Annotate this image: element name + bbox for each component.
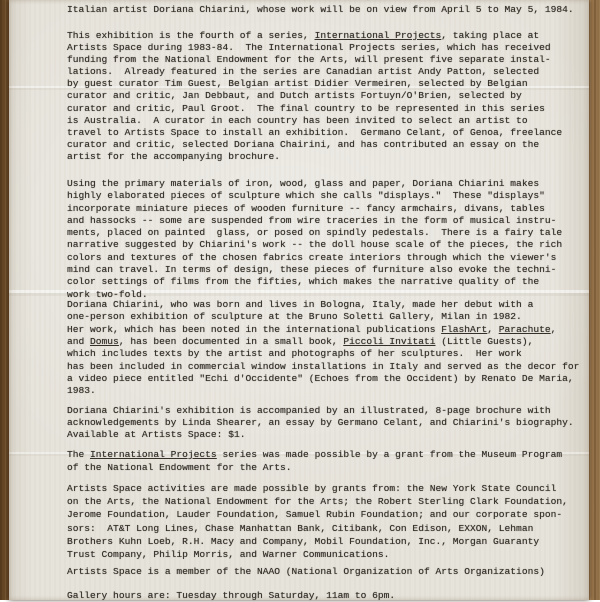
text-line: Trust Company, Philip Morris, and Warner Communications. (67, 549, 390, 561)
underlined-text: Domus (90, 336, 119, 348)
text-line: Artists Space during 1983-84. The International Projects series, which has received (67, 42, 551, 54)
underlined-text: International Projects (90, 449, 217, 460)
text-line: Available at Artists Space: $1. (67, 429, 246, 441)
paragraph (67, 4, 587, 16)
text-line: Doriana Chiarini, who was born and lives in Bologna, Italy, made her debut with a (67, 299, 534, 310)
text-line: Using the primary materials of iron, wood, glass and paper, Doriana Chiarini makes (67, 178, 540, 189)
text-line: artist for the accompanying brochure. (67, 150, 281, 162)
text-line: Gallery hours are: Tuesday through Saturday, 11am to 6pm. (67, 590, 396, 601)
paragraph (67, 482, 587, 561)
text-line: funding from the National Endowment for the Arts, will present five separate instal- (67, 54, 551, 66)
text-line: ments, placed on painted glass, or posed on spindly pedestals. There is a fairy tale (67, 227, 563, 239)
text-line: which includes texts by the artist and photographs of her sculptures. Her work (67, 348, 522, 360)
text-line: mind can travel. In terms of design, these pieces of furniture also evoke the techni- (67, 264, 557, 276)
text-line: curator and critic, Jan Debbaut, and Dutch artists Fortuyn/O'Brien, selected by (67, 90, 522, 102)
text-line: lations. Already featured in the series are Canadian artist Andy Patton, selected (67, 66, 540, 78)
paragraph (67, 405, 587, 442)
text-line: by guest curator Tim Guest, Belgian artist Didier Vermeiren, selected by Belgian (67, 78, 528, 90)
text-line: one-person exhibition of sculpture at the Bruno Soletti Gallery, Milan in 1982. (67, 311, 522, 323)
text-line: sors: AT&T Long Lines, Chase Manhattan Bank, Citibank, Con Edison, EXXON, Lehman (67, 522, 534, 534)
text-line: on the Arts, the National Endowment for the Arts; the Robert Sterling Clark Foundation, (67, 496, 568, 508)
text-line: curator and critic, Paul Groot. The final country to be represented in this series (67, 102, 545, 114)
text-line: is Australia. A curator in each country has been invited to select an artist to (67, 114, 528, 126)
underlined-text: Piccoli Invitati (343, 336, 436, 348)
text-line: Artists Space is a member of the NAAO (National Organization of Arts Organizations) (67, 566, 545, 577)
text-line: travel to Artists Space to install an exhibition. Germano Celant, of Genoa, freelance (67, 126, 563, 138)
text-line: This exhibition is the fourth of a series, International Projects, taking place at (67, 30, 540, 41)
text-line: acknowledgements by Linda Shearer, an essay by Germano Celant, and Chiarini's biography. (67, 417, 574, 429)
underlined-text: International Projects (314, 30, 442, 41)
underlined-text: Parachute (498, 323, 551, 335)
text-line: Italian artist Doriana Chiarini, whose work will be on view from April 5 to May 5, 1984. (67, 4, 574, 15)
text-line: The International Projects series was made possible by a grant from the Museum Program (67, 449, 563, 460)
paragraph (67, 30, 587, 163)
text-line: incorporate miniature pieces of wooden furniture -- fancy armchairs, divans, tables (67, 202, 545, 214)
underlined-text: FlashArt (441, 323, 488, 335)
paragraph (67, 449, 587, 474)
text-line: a video piece entitled "Echi d'Occidente" (Echoes from the Occident) by Renato De Maria, (67, 373, 574, 385)
press-release-page (9, 0, 589, 600)
text-line: colors and textures of the chosen fabrics create interiors through which the viewer's (67, 251, 557, 263)
text-line: of the National Endowment for the Arts. (67, 461, 292, 473)
paragraph (67, 299, 587, 398)
text-line: Brothers Kuhn Loeb, R.H. Macy and Company, Mobil Foundation, Inc., Morgan Guaranty (67, 535, 540, 547)
text-line: narrative suggested by Chiarini's work -- the doll house scale of the pieces, the rich (67, 239, 563, 251)
text-line: has been included in commercial window installations in Italy and served as the decor for (67, 360, 580, 372)
document-body (9, 0, 589, 600)
text-line: curator and critic, selected Doriana Chairini, and has contributed an essay on the (67, 138, 540, 150)
text-line: Jerome Foundation, Lauder Foundation, Samuel Rubin Foundation; and our corporate spon- (67, 509, 563, 521)
paragraph (67, 178, 587, 301)
text-line: and hassocks -- some are suspended from wire traceries in the form of musical instru- (67, 214, 557, 226)
text-line: Doriana Chiarini's exhibition is accompanied by an illustrated, 8-page brochure with (67, 405, 551, 416)
text-line: 1983. (67, 385, 96, 397)
text-line: Artists Space activities are made possible by grants from: the New York State Council (67, 483, 557, 494)
text-line: highly elaborated pieces of sculpture which she calls "displays." These "displays" (67, 190, 545, 202)
text-line: work two-fold. (67, 288, 148, 300)
paragraph (67, 590, 587, 602)
text-line: and Domus, has been documented in a small book, Piccoli Invitati (Little Guests), (67, 336, 534, 348)
text-line: color settings of films from the fifties, which makes the narrative quality of the (67, 276, 540, 288)
text-line: Her work, which has been noted in the international publications FlashArt, Parachute, (67, 323, 557, 335)
paragraph (67, 566, 587, 578)
